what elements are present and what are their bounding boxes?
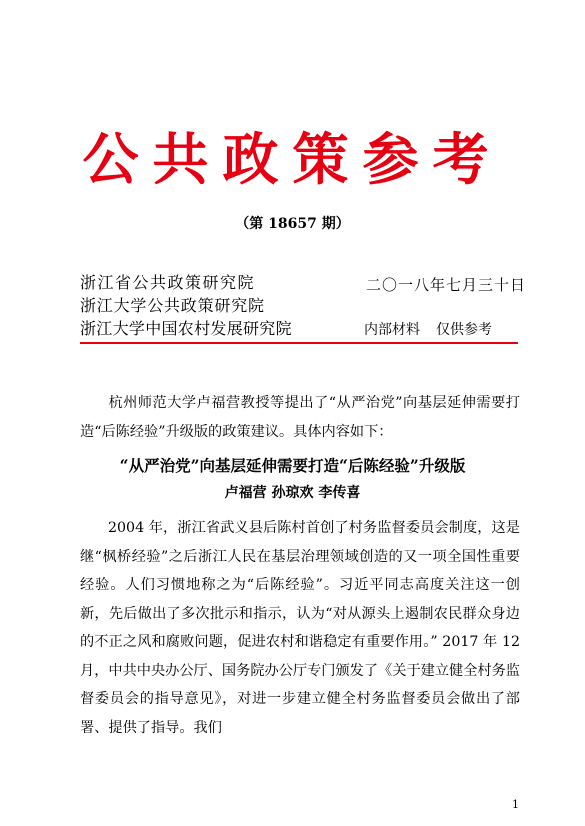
- body-paragraph: [80, 514, 520, 742]
- organization-2: 浙江大学公共政策研究院: [80, 296, 265, 315]
- classification-note: [364, 319, 492, 341]
- article-title: “从严治党”向基层延伸需要打造“后陈经验”升级版: [119, 456, 466, 475]
- article-authors: 卢福营 孙琼欢 李传喜: [224, 485, 361, 501]
- organization-1: 浙江省公共政策研究院: [80, 273, 256, 292]
- intro-text: 杭州师范大学卢福营教授等提出了“从严治党”向基层延伸需要打造“后陈经验”升级版的政策建议。具体内容如下：: [80, 395, 520, 440]
- issue-number: （第 18657 期）: [235, 216, 350, 232]
- body-text: 2004 年，浙江省武义县后陈村首创了村务监督委员会制度，这是继“枫桥经验”之后浙江人民在基层治理领域创造的又一项全国性重要经验。人们习惯地称之为“后陈经验”。习近平同志高度关注这一创新，先后做出了多次批示和指示，认为“对从源头上遏制农民群众身边的不正之风和腐败问题，促进农村和谐稳定有重要作用。” 2017 年 12 月，中共中央办公厅、国务院办公厅专门颁发了《关于建立健全村务监督委员会的指导意见》，对进一步建立健全村务监督委员会做出了部署、提供了指导。我们: [80, 520, 520, 736]
- organization-3: 浙江大学中国农村发展研究院: [80, 319, 292, 338]
- header-divider: [80, 342, 518, 344]
- intro-paragraph: [80, 389, 520, 446]
- internal-label: 内部材料: [364, 322, 420, 338]
- page-number: 1: [512, 798, 519, 811]
- masthead-title: 公共政策参考: [82, 127, 503, 193]
- publication-date: 二〇一八年七月三十日: [366, 276, 527, 294]
- reference-label: 仅供参考: [436, 322, 492, 338]
